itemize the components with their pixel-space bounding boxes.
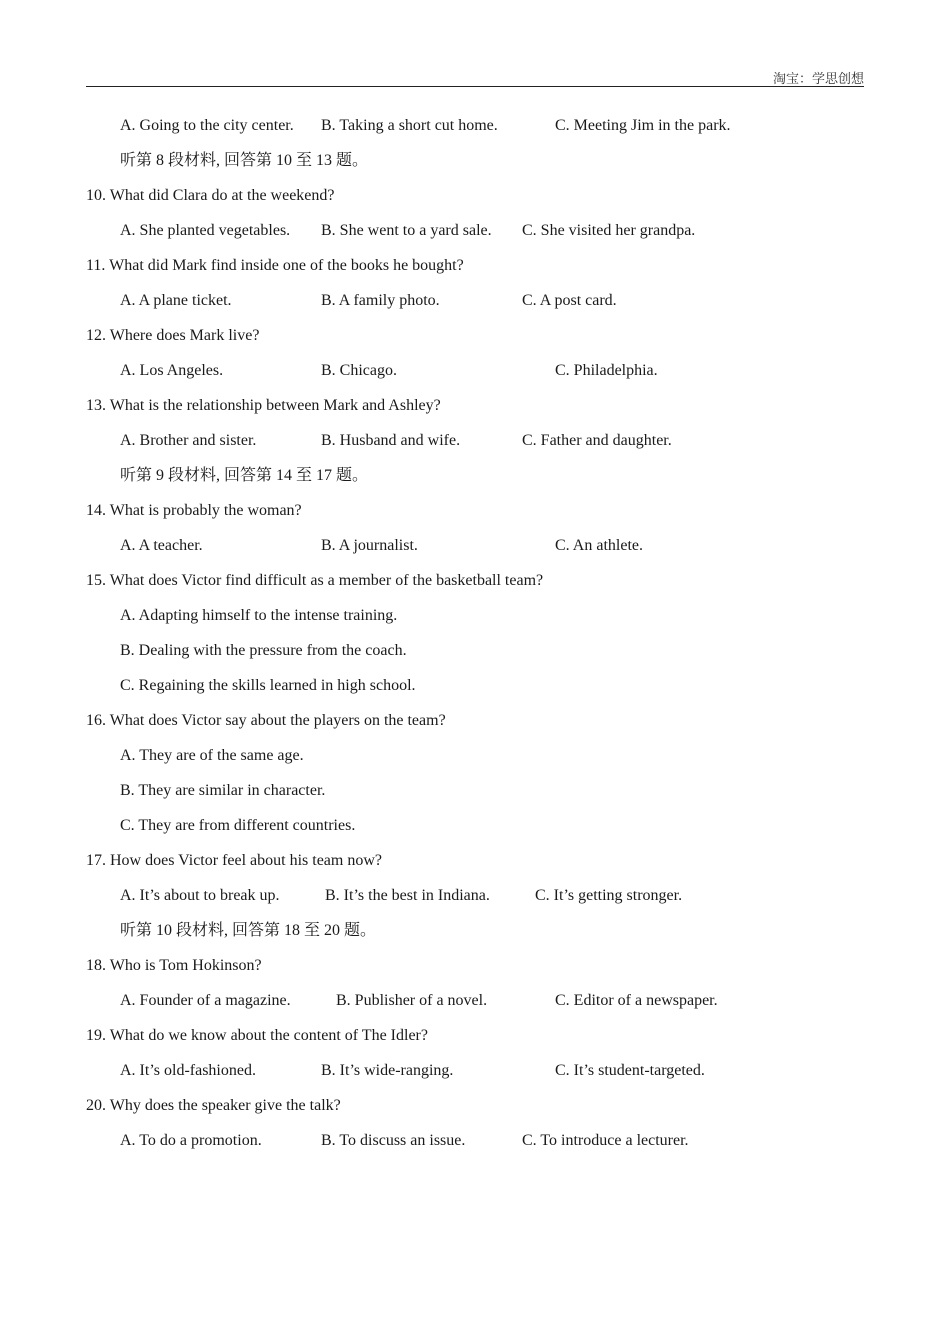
question-text: 18. Who is Tom Hokinson? bbox=[86, 957, 262, 974]
option-a: A. She planted vegetables. bbox=[120, 222, 291, 239]
option-line bbox=[0, 672, 950, 707]
page-header bbox=[86, 66, 864, 87]
option-b: B. It’s the best in Indiana. bbox=[325, 887, 490, 904]
options-row bbox=[0, 112, 950, 147]
question bbox=[0, 497, 950, 532]
options-row bbox=[0, 1057, 950, 1092]
options-row bbox=[0, 882, 950, 917]
option-line bbox=[0, 637, 950, 672]
option-c: C. It’s getting stronger. bbox=[535, 887, 683, 904]
option-text: B. Dealing with the pressure from the coach. bbox=[120, 642, 407, 659]
section-instruction bbox=[0, 462, 950, 497]
option-c: C. It’s student-targeted. bbox=[555, 1062, 705, 1079]
section-text: 听第 9 段材料, 回答第 14 至 17 题。 bbox=[120, 467, 369, 484]
option-b: B. A journalist. bbox=[321, 537, 418, 554]
question bbox=[0, 1022, 950, 1057]
question-text: 15. What does Victor find difficult as a member of the basketball team? bbox=[86, 572, 544, 589]
option-line bbox=[0, 742, 950, 777]
header-text: 淘宝：学思创想 bbox=[772, 72, 864, 87]
question bbox=[0, 847, 950, 882]
question bbox=[0, 252, 950, 287]
options-row bbox=[0, 217, 950, 252]
option-b: B. She went to a yard sale. bbox=[321, 222, 492, 239]
option-c: C. An athlete. bbox=[555, 537, 643, 554]
options-row bbox=[0, 1127, 950, 1162]
option-b: B. Taking a short cut home. bbox=[321, 117, 498, 134]
option-c: C. Philadelphia. bbox=[555, 362, 658, 379]
option-a: A. A plane ticket. bbox=[120, 292, 232, 309]
option-c: C. To introduce a lecturer. bbox=[522, 1132, 689, 1149]
option-c: C. Editor of a newspaper. bbox=[555, 992, 718, 1009]
option-b: B. A family photo. bbox=[321, 292, 440, 309]
question bbox=[0, 392, 950, 427]
question bbox=[0, 182, 950, 217]
option-b: B. It’s wide-ranging. bbox=[321, 1062, 454, 1079]
option-c: C. A post card. bbox=[522, 292, 617, 309]
section-instruction bbox=[0, 917, 950, 952]
question-text: 13. What is the relationship between Mark and Ashley? bbox=[86, 397, 441, 414]
option-line bbox=[0, 812, 950, 847]
options-row bbox=[0, 987, 950, 1022]
question-text: 12. Where does Mark live? bbox=[86, 327, 260, 344]
option-text: C. Regaining the skills learned in high school. bbox=[120, 677, 416, 694]
question-text: 10. What did Clara do at the weekend? bbox=[86, 187, 335, 204]
options-row bbox=[0, 287, 950, 322]
question-text: 19. What do we know about the content of The Idler? bbox=[86, 1027, 428, 1044]
question bbox=[0, 707, 950, 742]
options-row bbox=[0, 357, 950, 392]
question bbox=[0, 322, 950, 357]
option-text: B. They are similar in character. bbox=[120, 782, 326, 799]
section-text: 听第 8 段材料, 回答第 10 至 13 题。 bbox=[120, 152, 369, 169]
option-text: A. Adapting himself to the intense training. bbox=[120, 607, 398, 624]
option-b: B. To discuss an issue. bbox=[321, 1132, 466, 1149]
option-b: B. Husband and wife. bbox=[321, 432, 461, 449]
question bbox=[0, 1092, 950, 1127]
option-a: A. Los Angeles. bbox=[120, 362, 224, 379]
option-text: A. They are of the same age. bbox=[120, 747, 304, 764]
question-text: 14. What is probably the woman? bbox=[86, 502, 302, 519]
question-text: 11. What did Mark find inside one of the books he bought? bbox=[86, 257, 464, 274]
option-a: A. Going to the city center. bbox=[120, 117, 294, 134]
option-text: C. They are from different countries. bbox=[120, 817, 356, 834]
option-c: C. Father and daughter. bbox=[522, 432, 672, 449]
option-b: B. Chicago. bbox=[321, 362, 397, 379]
question bbox=[0, 952, 950, 987]
option-a: A. Brother and sister. bbox=[120, 432, 257, 449]
section-text: 听第 10 段材料, 回答第 18 至 20 题。 bbox=[120, 922, 377, 939]
question bbox=[0, 567, 950, 602]
option-line bbox=[0, 777, 950, 812]
option-c: C. Meeting Jim in the park. bbox=[555, 117, 731, 134]
question-text: 17. How does Victor feel about his team now? bbox=[86, 852, 383, 869]
option-c: C. She visited her grandpa. bbox=[522, 222, 696, 239]
option-a: A. A teacher. bbox=[120, 537, 203, 554]
options-row bbox=[0, 532, 950, 567]
question-text: 16. What does Victor say about the players on the team? bbox=[86, 712, 446, 729]
options-row bbox=[0, 427, 950, 462]
option-a: A. To do a promotion. bbox=[120, 1132, 262, 1149]
option-a: A. Founder of a magazine. bbox=[120, 992, 291, 1009]
section-instruction bbox=[0, 147, 950, 182]
option-b: B. Publisher of a novel. bbox=[336, 992, 488, 1009]
question-text: 20. Why does the speaker give the talk? bbox=[86, 1097, 341, 1114]
option-a: A. It’s about to break up. bbox=[120, 887, 280, 904]
option-line bbox=[0, 602, 950, 637]
option-a: A. It’s old-fashioned. bbox=[120, 1062, 256, 1079]
question-list bbox=[0, 112, 950, 1162]
